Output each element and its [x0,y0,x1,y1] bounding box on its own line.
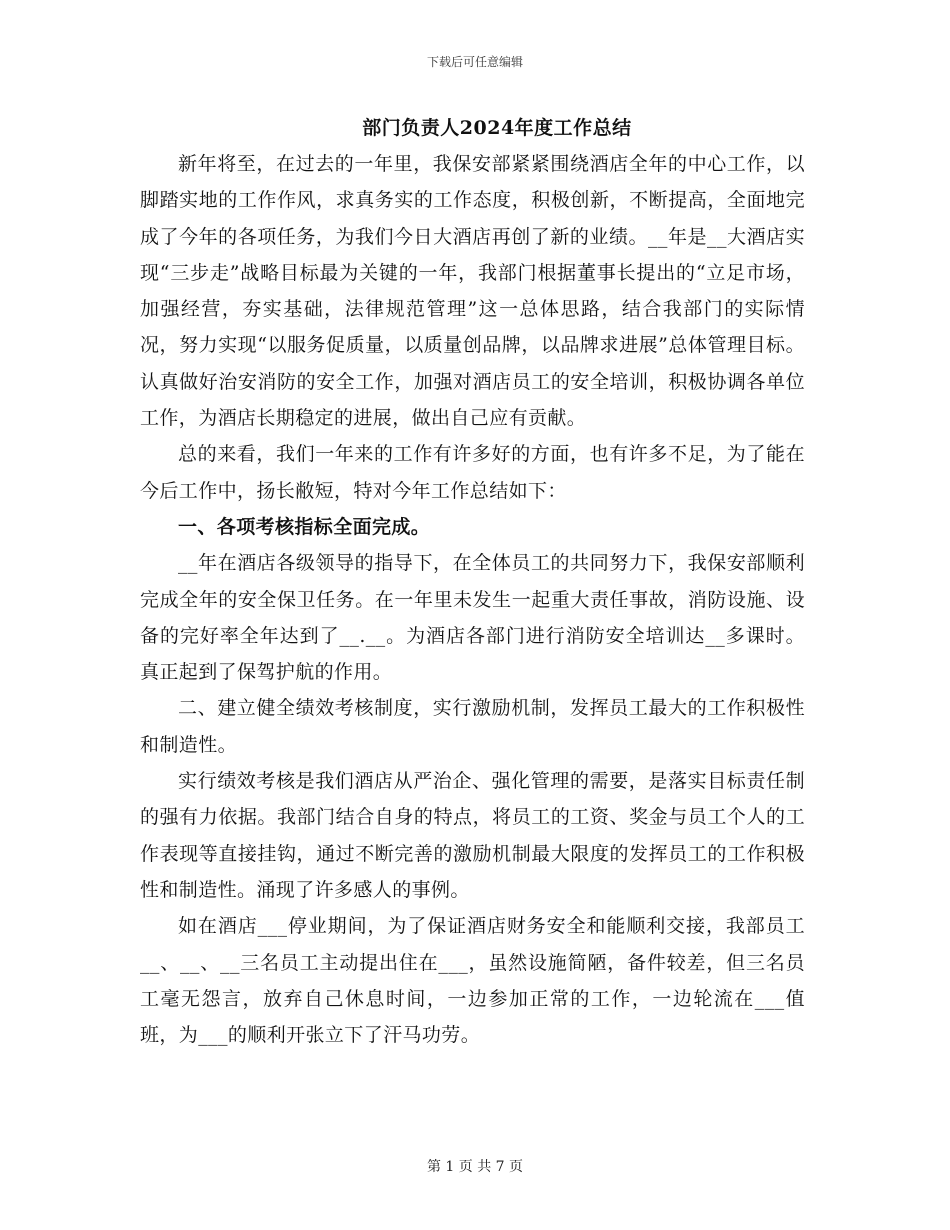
paragraph-section-1: __年在酒店各级领导的指导下，在全体员工的共同努力下，我保安部顺利完成全年的安全保卫任务。在一年里未发生一起重大责任事故，消防设施、设备的完好率全年达到了__.__。为酒店各部门进行消防安全培训达__多课时。真正起到了保驾护航的作用。 [140,552,805,684]
paragraph-intro: 新年将至，在过去的一年里，我保安部紧紧围绕酒店全年的中心工作，以脚踏实地的工作作风，求真务实的工作态度，积极创新，不断提高，全面地完成了今年的各项任务，为我们今日大酒店再创了新的业绩。__年是__大酒店实现“三步走”战略目标最为关键的一年，我部门根据董事长提出的“立足市场，加强经营，夯实基础，法律规范管理”这一总体思路，结合我部门的实际情况，努力实现“以服务促质量，以质量创品牌，以品牌求进展”总体管理目标。认真做好治安消防的安全工作，加强对酒店员工的安全培训，积极协调各单位工作，为酒店长期稳定的进展，做出自己应有贡献。 [140,153,805,430]
paragraph-section-2a: 实行绩效考核是我们酒店从严治企、强化管理的需要，是落实目标责任制的强有力依据。我部门结合自身的特点，将员工的工资、奖金与员工个人的工作表现等直接挂钩，通过不断完善的激励机制最大限度的发挥员工的工作积极性和制造性。涌现了许多感人的事例。 [140,770,805,901]
section-heading-2: 二、建立健全绩效考核制度，实行激励机制，发挥员工最大的工作积极性和制造性。 [140,697,805,756]
paragraph-overview: 总的来看，我们一年来的工作有许多好的方面，也有许多不足，为了能在今后工作中，扬长敝短，特对今年工作总结如下： [140,443,805,502]
section-heading-1: 一、各项考核指标全面完成。 [178,515,431,538]
header-note: 下载后可任意编辑 [426,55,523,69]
document-body [140,146,805,1053]
document-title: 部门负责人2024年度工作总结 [362,117,632,139]
paragraph-section-2b: 如在酒店___停业期间，为了保证酒店财务安全和能顺利交接，我部员工__、__、__三名员工主动提出住在___，虽然设施简陋，备件较差，但三名员工毫无怨言，放弃自己休息时间，一边参加正常的工作，一边轮流在___值班，为___的顺利开张立下了汗马功劳。 [140,915,805,1047]
page-number: 第 1 页 共 7 页 [426,1159,524,1175]
